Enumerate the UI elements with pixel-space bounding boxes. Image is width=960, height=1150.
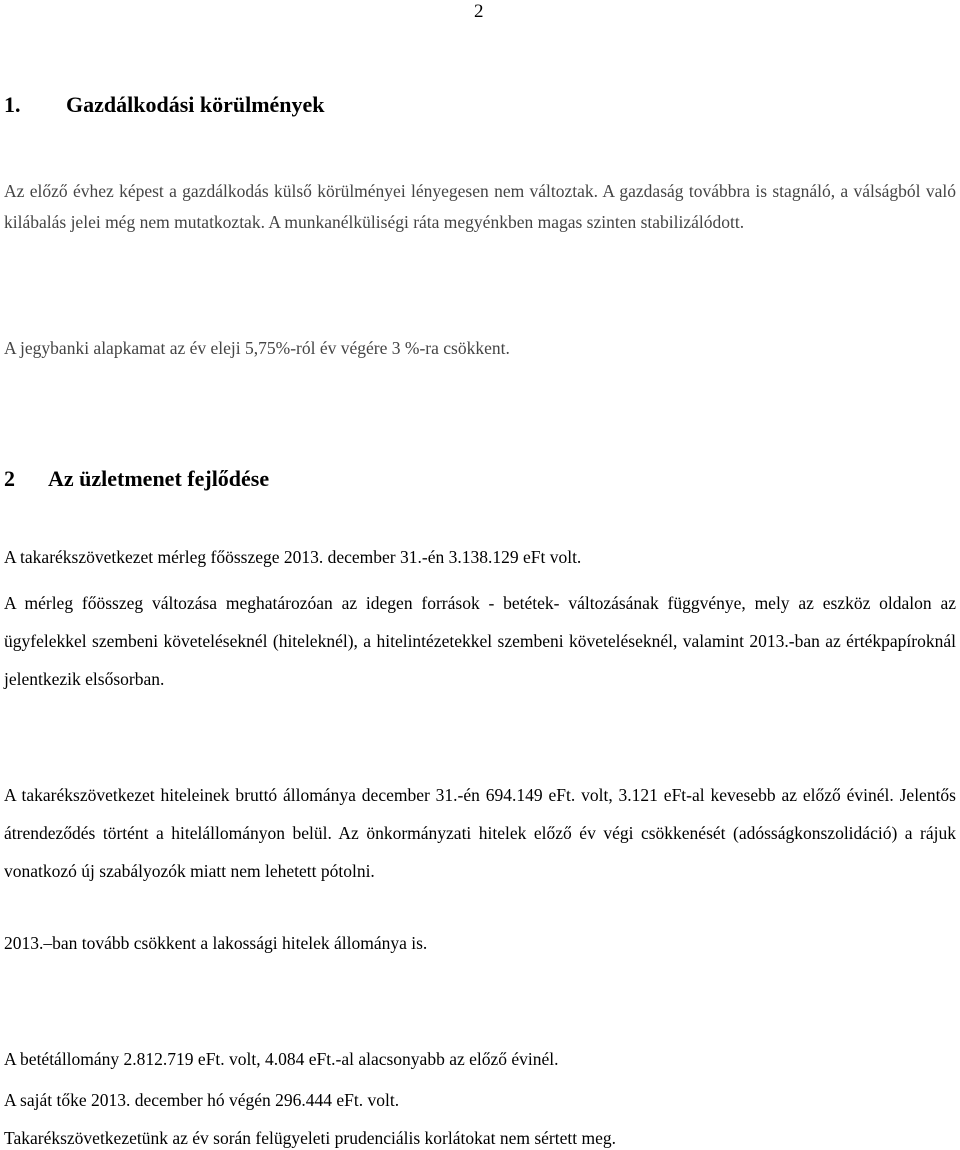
paragraph-prudential-limits: Takarékszövetkezetünk az év során felügyeleti prudenciális korlátokat nem sértett meg. xyxy=(4,1128,616,1148)
paragraph-retail-loans: 2013.–ban tovább csökkent a lakossági hitelek állománya is. xyxy=(4,933,428,953)
paragraph-equity: A saját tőke 2013. december hó végén 296.444 eFt. volt. xyxy=(4,1090,400,1110)
section-heading-2 xyxy=(4,466,269,492)
section-title: Gazdálkodási körülmények xyxy=(66,92,325,117)
paragraph-base-rate: A jegybanki alapkamat az év eleji 5,75%-ról év végére 3 %-ra csökkent. xyxy=(4,338,510,358)
paragraph-balance-change: A mérleg főösszeg változása meghatározóan az idegen források - betétek- változásának függvénye, mely az eszköz oldalon az ügyfelekkel szembeni követeléseknél (hiteleknél), a hitelintézetekkel szembeni követeléseknél, valamint 2013.-ban az értékpapíroknál jelentkezik elsősorban. xyxy=(4,593,956,689)
section-title: Az üzletmenet fejlődése xyxy=(48,466,270,491)
paragraph-economic-conditions: Az előző évhez képest a gazdálkodás külső körülményei lényegesen nem változtak. A gazdaság továbbra is stagnáló, a válságból való kilábalás jelei még nem mutatkoztak. A munkanélküliségi ráta megyénkben magas szinten stabilizálódott. xyxy=(4,181,956,232)
section-heading-1 xyxy=(4,92,325,118)
paragraph-balance-total: A takarékszövetkezet mérleg főösszege 2013. december 31.-én 3.138.129 eFt volt. xyxy=(4,547,582,567)
page-number: 2 xyxy=(474,1,484,22)
paragraph-loans: A takarékszövetkezet hiteleinek bruttó állománya december 31.-én 694.149 eFt. volt, 3.121 eFt-al kevesebb az előző évinél. Jelentős átrendeződés történt a hitelállományon belül. Az önkormányzati hitelek előző év végi csökkenését (adósságkonszolidáció) a rájuk vonatkozó új szabályozók miatt nem lehetett pótolni. xyxy=(4,785,956,881)
section-number: 1. xyxy=(4,92,21,117)
section-number: 2 xyxy=(4,466,15,491)
paragraph-deposits: A betétállomány 2.812.719 eFt. volt, 4.084 eFt.-al alacsonyabb az előző évinél. xyxy=(4,1049,559,1069)
